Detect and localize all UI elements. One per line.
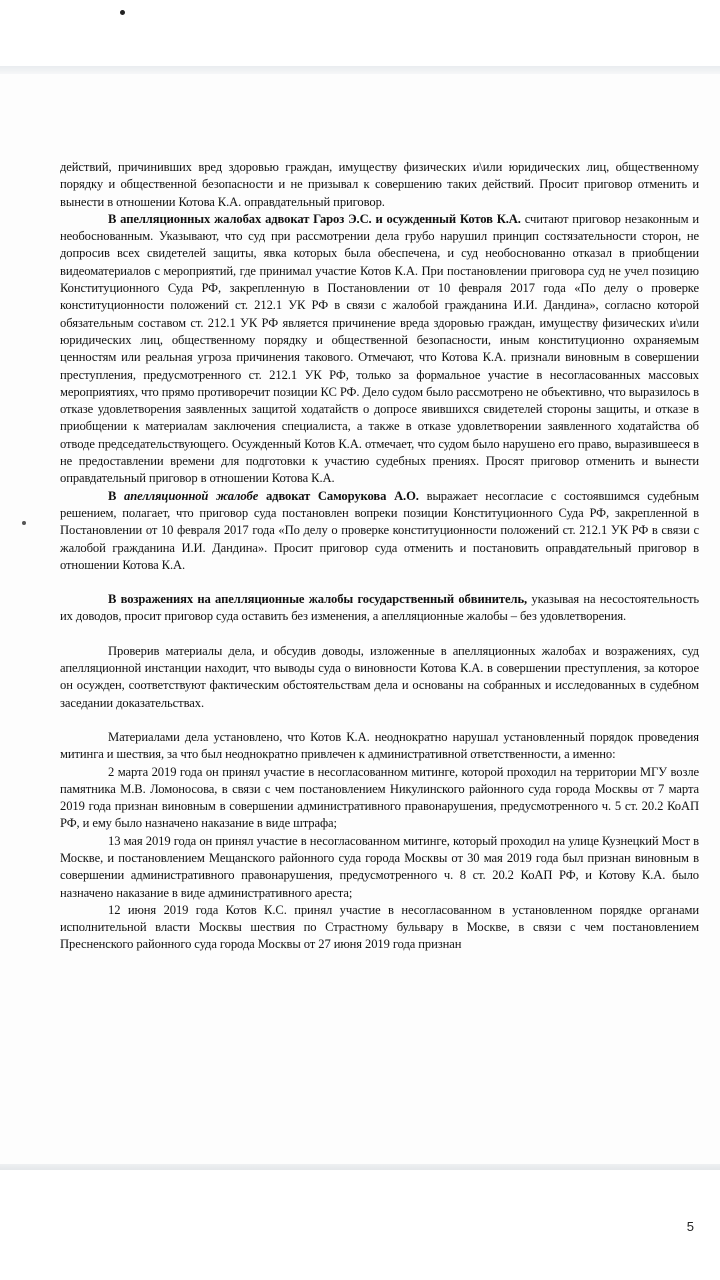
- paragraph-objections: [60, 591, 699, 626]
- page-number: 5: [686, 1219, 694, 1234]
- document-text: [60, 159, 699, 954]
- bold-heading: адвокат Саморукова А.О.: [258, 488, 419, 503]
- top-status-area: [0, 0, 720, 66]
- paragraph-text: указывая на несостоятельность их доводов, просит приговор суда оставить без изменения, а апелляционные жалобы – без удовлетворения.: [60, 592, 699, 624]
- paragraph-established-facts: Материалами дела установлено, что Котов К.А. неоднократно нарушал установленный порядок проведения митинга и шествия, за что был неоднократно привлечен к административной ответственности, а именно:: [60, 729, 699, 762]
- paragraph-continuation: действий, причинивших вред здоровью граждан, имуществу физических и\или юридических лиц, общественному порядку и общественной безопасности и не призывал к совершению таких действий. Просит приговор отменить и вынести в отношении Котова К.А. оправдательный приговор.: [60, 160, 699, 209]
- paragraph-may-2019: 13 мая 2019 года он принял участие в несогласованном митинге, который проходил на улице Кузнецкий Мост в Москве, и постановлением Мещанского районного суда города Москвы от 30 мая 2019 года был признан виновным в совершении административного правонарушения, предусмотренного ч. 8 ст. 20.2 КоАП РФ, и Котову К.А. было назначено наказание в виде административного ареста;: [60, 833, 699, 900]
- paragraph-appeal-garoz-kotov: [60, 211, 699, 488]
- paragraph-june-2019: 12 июня 2019 года Котов К.С. принял участие в несогласованном в установленном порядке органами исполнительной власти Москвы шествия по Страстному бульвару в Москве, в связи с чем постановлением Пресненского районного суда города Москвы от 27 июня 2019 года признан: [60, 902, 699, 952]
- margin-mark: [22, 521, 26, 525]
- bottom-area: [0, 1170, 720, 1280]
- page-top-edge: [0, 66, 720, 74]
- paragraph-march-2019: 2 марта 2019 года он принял участие в несогласованном митинге, которой проходил на территории МГУ возле памятника М.В. Ломоносова, в связи с чем постановлением Никулинского районного суда города Москвы от 7 марта 2019 года признан виновным в совершении административного правонарушения, предусмотренного ч. 5 ст. 20.2 КоАП РФ, и ему было назначено наказание в виде штрафа;: [60, 764, 699, 831]
- bold-heading: В возражениях на апелляционные жалобы государственный обвинитель,: [108, 592, 528, 607]
- italic-heading: апелляционной жалобе: [124, 488, 259, 503]
- paragraph-appeal-samorukova: [60, 488, 699, 574]
- bold-heading: В апелляционных жалобах адвокат Гароз Э.С. и осужденный Котов К.А.: [108, 211, 521, 226]
- paragraph-text: выражает несогласие с состоявшимся судебным решением, полагает, что приговор суда постановлен вопреки позиции Конституционного Суда РФ, закрепленной в Постановлении от 10 февраля 2017 года «По делу о проверке конституционности положений ст. 212.1 УК РФ в связи с жалобой гражданина И.И. Дандина». Просит приговор суда отменить и постановить оправдательный приговор в отношении Котова К.А.: [60, 488, 699, 572]
- status-dot: [120, 10, 125, 15]
- paragraph-court-findings: Проверив материалы дела, и обсудив доводы, изложенные в апелляционных жалобах и возражениях, суд апелляционной инстанции находит, что выводы суда о виновности Котова К.А. в совершении преступления, за которое он осужден, соответствуют фактическим обстоятельствам дела и основаны на собранных и исследованных в судебном заседании доказательствах.: [60, 643, 699, 710]
- paragraph-text: считают приговор незаконным и необоснованным. Указывают, что суд при рассмотрении дела грубо нарушил принцип состязательности сторон, не допросив всех свидетелей защиты, явка которых была обеспечена, и суд необоснованно отказал в приобщении видеоматериалов с мероприятий, где принимал участие Котов К.А. При постановлении приговора суд не учел позицию Конституционного Суда РФ, закрепленную в Постановлении от 10 февраля 2017 года «По делу о проверке конституционности положений ст. 212.1 УК РФ в связи с жалобой гражданина И.И. Дандина», согласно которой обязательным составом ст. 212.1 УК РФ является причинение вреда здоровью граждан, имуществу физических и\или юридических лиц, общественному порядку и общественной безопасности, иным конституционно охраняемым ценностям или реальная угроза причинения такового. Отмечают, что Котова К.А. признали виновным в совершении преступления, предусмотренного ст. 212.1 УК РФ, только за формальное участие в несогласованных массовых мероприятиях, что прямо противоречит позиции КС РФ. Дело судом было рассмотрено не объективно, что выразилось в отказе удовлетворения заявленных защитой ходатайств о допросе явившихся свидетелей стороны защиты, и отказе в приобщении к материалам заключения специалиста, а также в отказе удовлетворении заявленного ходатайства об отводе председательствующего. Осужденный Котов К.А. отмечает, что судом было нарушено его право, выразившееся в не предоставлении времени для подготовки к участию судебных прениях. Просят приговор отменить и вынести оправдательный приговор в отношении Котова К.А.: [60, 211, 699, 486]
- bold-lead: В: [108, 488, 125, 503]
